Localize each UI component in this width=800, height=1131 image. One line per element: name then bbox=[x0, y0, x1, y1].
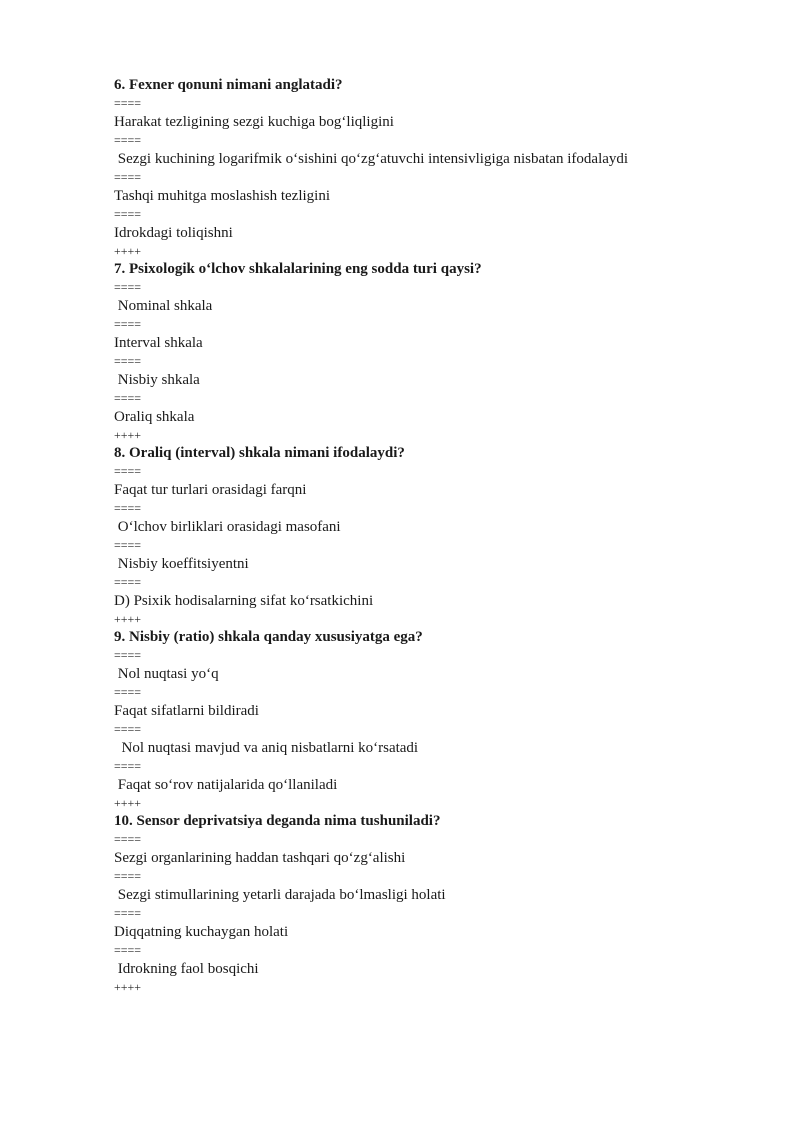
option-separator: ==== bbox=[114, 133, 142, 147]
question-terminator: ++++ bbox=[114, 244, 142, 258]
option-separator: ==== bbox=[114, 501, 142, 515]
option-separator: ==== bbox=[114, 759, 142, 773]
option-separator: ==== bbox=[114, 96, 142, 110]
answer-option: Faqat sifatlarni bildiradi bbox=[114, 703, 259, 719]
option-separator: ==== bbox=[114, 317, 142, 331]
answer-option: Tashqi muhitga moslashish tezligini bbox=[114, 188, 331, 204]
answer-option: Nol nuqtasi mavjud va aniq nisbatlarni ko‘rsatadi bbox=[114, 740, 419, 756]
option-separator: ==== bbox=[114, 207, 142, 221]
answer-option: Nol nuqtasi yo‘q bbox=[114, 666, 219, 682]
question-title: 7. Psixologik o‘lchov shkalalarining eng sodda turi qaysi? bbox=[114, 261, 482, 277]
answer-option: O‘lchov birliklari orasidagi masofani bbox=[114, 519, 341, 535]
question-title: 6. Fexner qonuni nimani anglatadi? bbox=[114, 77, 343, 93]
option-separator: ==== bbox=[114, 722, 142, 736]
question-block bbox=[114, 76, 754, 260]
option-separator: ==== bbox=[114, 354, 142, 368]
option-separator: ==== bbox=[114, 464, 142, 478]
answer-option: Sezgi stimullarining yetarli darajada bo‘lmasligi holati bbox=[114, 887, 446, 903]
option-separator: ==== bbox=[114, 170, 142, 184]
answer-option: Nominal shkala bbox=[114, 298, 213, 314]
question-block bbox=[114, 260, 754, 444]
question-block bbox=[114, 812, 754, 996]
answer-option: Harakat tezligining sezgi kuchiga bog‘liqligini bbox=[114, 114, 394, 130]
question-terminator: ++++ bbox=[114, 980, 142, 994]
option-separator: ==== bbox=[114, 906, 142, 920]
question-title: 9. Nisbiy (ratio) shkala qanday xususiyatga ega? bbox=[114, 629, 423, 645]
option-separator: ==== bbox=[114, 685, 142, 699]
answer-option: Sezgi kuchining logarifmik o‘sishini qo‘zg‘atuvchi intensivligiga nisbatan ifodalaydi bbox=[114, 151, 629, 167]
question-block bbox=[114, 444, 754, 628]
answer-option: Faqat tur turlari orasidagi farqni bbox=[114, 482, 307, 498]
answer-option: Diqqatning kuchaygan holati bbox=[114, 924, 289, 940]
option-separator: ==== bbox=[114, 575, 142, 589]
option-separator: ==== bbox=[114, 648, 142, 662]
option-separator: ==== bbox=[114, 943, 142, 957]
answer-option: Idrokning faol bosqichi bbox=[114, 961, 259, 977]
answer-option: Nisbiy koeffitsiyentni bbox=[114, 556, 249, 572]
answer-option: Interval shkala bbox=[114, 335, 203, 351]
question-title: 10. Sensor deprivatsiya deganda nima tushuniladi? bbox=[114, 813, 441, 829]
question-title: 8. Oraliq (interval) shkala nimani ifodalaydi? bbox=[114, 445, 405, 461]
question-terminator: ++++ bbox=[114, 796, 142, 810]
question-terminator: ++++ bbox=[114, 612, 142, 626]
answer-option: D) Psixik hodisalarning sifat ko‘rsatkichini bbox=[114, 593, 374, 609]
option-separator: ==== bbox=[114, 832, 142, 846]
option-separator: ==== bbox=[114, 869, 142, 883]
answer-option: Sezgi organlarining haddan tashqari qo‘zg‘alishi bbox=[114, 850, 406, 866]
answer-option: Oraliq shkala bbox=[114, 409, 195, 425]
answer-option: Idrokdagi toliqishni bbox=[114, 225, 233, 241]
document-body bbox=[114, 76, 754, 996]
question-block bbox=[114, 628, 754, 812]
answer-option: Nisbiy shkala bbox=[114, 372, 200, 388]
option-separator: ==== bbox=[114, 391, 142, 405]
answer-option: Faqat so‘rov natijalarida qo‘llaniladi bbox=[114, 777, 338, 793]
question-terminator: ++++ bbox=[114, 428, 142, 442]
option-separator: ==== bbox=[114, 280, 142, 294]
option-separator: ==== bbox=[114, 538, 142, 552]
